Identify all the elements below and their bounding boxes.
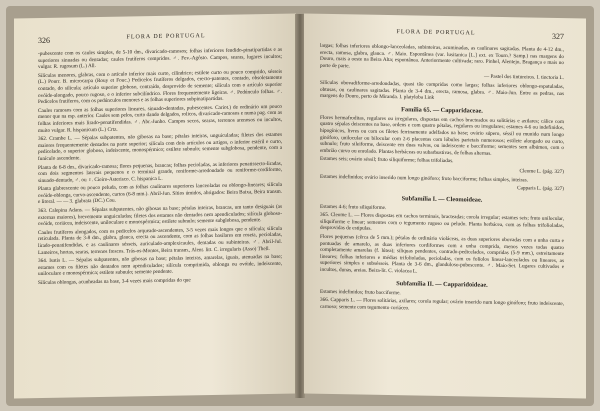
key-entry: Estames seis; ovário séssil; fruto siliquiforme; folhas trifoliadas.: [320, 156, 454, 165]
right-paragraph: 366. Capparis L. — Flores solitárias, axilares; corola regular; ovário inserido num longo ginóforo; fruto indeiscente, carnoso; semente com tegumento coriáceo.: [320, 297, 564, 312]
left-paragraph: 364. Isatis L. — Sépalas subpatentes, não gibosas na base; pétalas inteiras, amarelas, iguais, atenuadas na base; estames com os filetes não dentados nem apendiculados; silícula comprimida, oblonga ou ovóide, indeiscente, uniloculare e monospérmica; estilete subnulo; semente pendente.: [38, 254, 282, 278]
left-paragraph: Caules frutíferos alongados, com os pedicelos arqueado-ascendentes, 3-5 vezes mais longos que o silícula; silícula reticulada. Planta de 3-8 dm., glabra, glauca, erecta ou ascendente, com as folhas basilares em roseta, pecioladas, lirado-penatifendidas, e as caulinares sésseis, auriculado-amplexicaules, dentadas ou subinteiras. ♂. Abril-Jul. Lameiros, hortas, searas, terrenos frescos. Trás-os-Montes, Beira transm., Alent. litt. C. irregularis (Asso) Thell.: [38, 225, 282, 256]
left-paragraph: 363. Calepina Adans. — Sépalas subpatentes, não gibosas na base; pétalas inteiras, brancas, um tanto desiguais (as externas maiores), brevemente unguiculadas; filetes dos estames não dentados nem apendiculados; silícula globoso-ovóide, coriácea, indeiscente, uniloculare e monospérmica; estilete subnulo; semente subglobosa, pendente.: [38, 203, 282, 228]
left-paragraph: 362. Crambe L. — Sépalas subpatentes, não gibosas na base; pétalas inteiras, unguiculadas; filetes dos estames maiores frequentemente dentados na parte superior; silícula com dois artículos ou artigos, o inferior estéril e curto, pedicelado, o superior globoso, indeiscente, monospérmico; estilete subnulo; semente subglobosa, pendente, com a funículo ascendente.: [38, 131, 282, 162]
left-paragraph: Caules ramosos com as folhas superiores lineares, sinuado-dentadas, pubescentes. Cariot.) de ordinário um pouco menor que na esp. anterior. Caules sem pelos, curto dando delgados, rolicos, divaricado-ramosos e numa pag. com as folhas inferiores mais lirado-penatifendidas. ♂. Abr.-Junho. Campos secos, searas, terrenos arenosos ou incultos, muito vulgar. R. hispanicum (L.) Crtz.: [38, 103, 282, 134]
right-paragraph: Flores hermafroditas, regulares ou irregulares, dispostas em cachos bracteados ou solitárias e axilares; cálice com quatro sépalas deiscentes na base, ordens e com quatro pétalas, regulares ou irregulares; estames 4-6 ou indefinidos, hipogínicos, livres ou com os filetes ferrinamente adelfados na base; ovário súpero, séssil ou munido num longo ginóforo, unilocular ou bilocular com 2-6 placentas com lóbulos parietais numerosos; estilete alongado ou curto, subnulo; fruto sileiforme, deiscente em duas valvas, ou indeiscente e bacciforme; sementes sem albúmen, com o embrião curvo ou enrolado. Plantas herbáceas ou subarbustivas, de folhas alternas.: [320, 114, 564, 157]
right-running-title: FLORA DE PORTUGAL: [396, 29, 476, 37]
left-running-title: FLORA DE PORTUGAL: [126, 33, 206, 41]
subfamily-heading: Subfamília I. — Cleomoideae.: [401, 194, 483, 204]
right-paragraph: 365. Cleome L. — Flores dispostas em cachos terminais, bracteadas; corola irregular; estames seis; fruto unilocular, siliquiforme e linear; sementes com o tegumento rugoso ou peludo. Planta herbácea, com as folhas trifolioladas, desprovidas de estípulas.: [320, 212, 564, 233]
subfamily-heading: Subfamília II. — Capparidoideae.: [396, 279, 488, 289]
left-paragraph: Planta de 6-8 dm., divaricado-ramosa; flores pequenas, brancas; folhas pecioladas, as inferiores penatissecto-liradas, com dois segmentos laterais pequenos e o terminal grande, reniforme-arredondado ou reniforme-cordiforme, sinuado-dentado, ♂. ou ♀. Cieiro-Asterisco. C. hispanica L.: [38, 160, 282, 184]
key-entry: Estames indefinidos; ovário inserido num longo ginóforo; fruto bacciforme; folhas simples, inteiras.: [320, 173, 528, 183]
right-paragraph: largas; folhas inferiores oblongo-lanceoladas, subinteiras, acuminadas, as caulinares sagitadas. Planta de 4-12 dm., erecta, ramosa, glabra, glauca. ♂. Maio. Espontânea (var. lusitanica [L.] ext. ex Tourn.? Samp.) nas margens do Douro, mais a oeste na Beira Alta; espontânea. Anteriormente cultivada; raro. Pinhel, Alentejo, Bragança e mais no porte de parte.: [320, 42, 564, 70]
open-book: [6, 6, 594, 406]
right-page-header: [320, 28, 564, 41]
right-paragraph: — Pastel dos tintureiros. I. tinctoria L.: [484, 74, 564, 82]
left-paragraph: Silículas menores, glabras, com o artículo inferior mais curto, cilíndrico; estilete curto ou pouco comprido, sésseis (L.) Pourr. B. microcarpa (Rouy et Fouc.) Pedicelos frutíferos delgados, erecto-patentes, contado, obsoletamente contado, do silícula; artículo superior globoso, contraído, desprovido de semente; silícula com o artículo superior ovóide-alongado, pouco rugoso, e o inferior subcilíndrico. Flores frequentemente ligeiras. ♂. Pedúnculo folhas. ♂. Pedicelos frutíferos, com os pedúnculos menores e as folhas superiores subpinatipartidas.: [38, 68, 282, 106]
right-page-number: 327: [551, 31, 564, 42]
left-paragraph: -pubescente com os caules simples, de 5-10 dm., divaricado-ramosos; folhas inferiores fendido-pinatipartidas e as superiores sinuadas ou dentadas; caules frutíferos compridos. ♂. Fev.-Agôsto. Campos, searas, lugares incultos; vulgar. R. rugosum (L.) All.: [38, 46, 282, 71]
left-paragraph: Planta glabrescente ou pouco peluda, com as folhas caulinares superiores lanceoladas ou oblongo-lineares; silícula ovóide-oblonga, curvo-ascendente, curtos (6-8 mm.). Abril-Jun. Sítios úmidos, abrigados: Beira Baixa, Beira transm. e litoral. — — 3. glabrata (DC.) Cou.: [38, 182, 282, 206]
right-paragraph: Estames indefinidos; fruto bacciforme.: [320, 288, 401, 296]
right-page: [304, 14, 586, 399]
key-target: Capparis L. (pág. 327): [517, 185, 564, 193]
left-page: [14, 14, 296, 399]
left-page-header: [38, 32, 282, 45]
key-target: Cleome L. (pág. 327): [519, 168, 564, 175]
left-paragraph: Silículas oblongas, acunheadas na base, 3-4 vezes mais compridas do que: [38, 277, 191, 287]
family-heading: Família 65. — Capparidaceae.: [401, 105, 483, 115]
right-paragraph: Silículas obovadiforme-arredondadas, quasi tão compridas como largas; folhas inferiores oblongo-espatuladas, obtusas, ou caulinares sagitadas. Planta de 3-4 dm., erecta, ramosa, glabra. ♂. Maio-Jun. Entre as pedras, nas margens do Douro, perto de Miranda. I. platyloba Link: [320, 79, 564, 101]
left-page-number: 326: [38, 35, 50, 46]
right-paragraph: Flores pequenas (cêrca de 5 mm.); pétalas de ordinário violáceas, as duas superiores obovadas com a unha curta e pontuadas de amarelo, as duas inferiores cordiformes com a unha comprida, menos vezes todas quatro completamente amarelas (f. lútea); siliquas pendentes, contrado-pedicelados, compridas (5-9 mm.), estreitamente lineares; folhas inferiores e médias trifolioladas, pecioladas, com os folíolos linear-lanceolados ou lineares, as superiores simples e subsésseis. Planta de 3-6 dm., glanduloso-pubescente. ♂. Maio-Set. Lugares cultivados e incultos, dunas, areias. Beira-lit. C. violacea L.: [320, 233, 564, 275]
right-paragraph: Estames 4-6; fruto siliquiforme.: [320, 203, 387, 211]
